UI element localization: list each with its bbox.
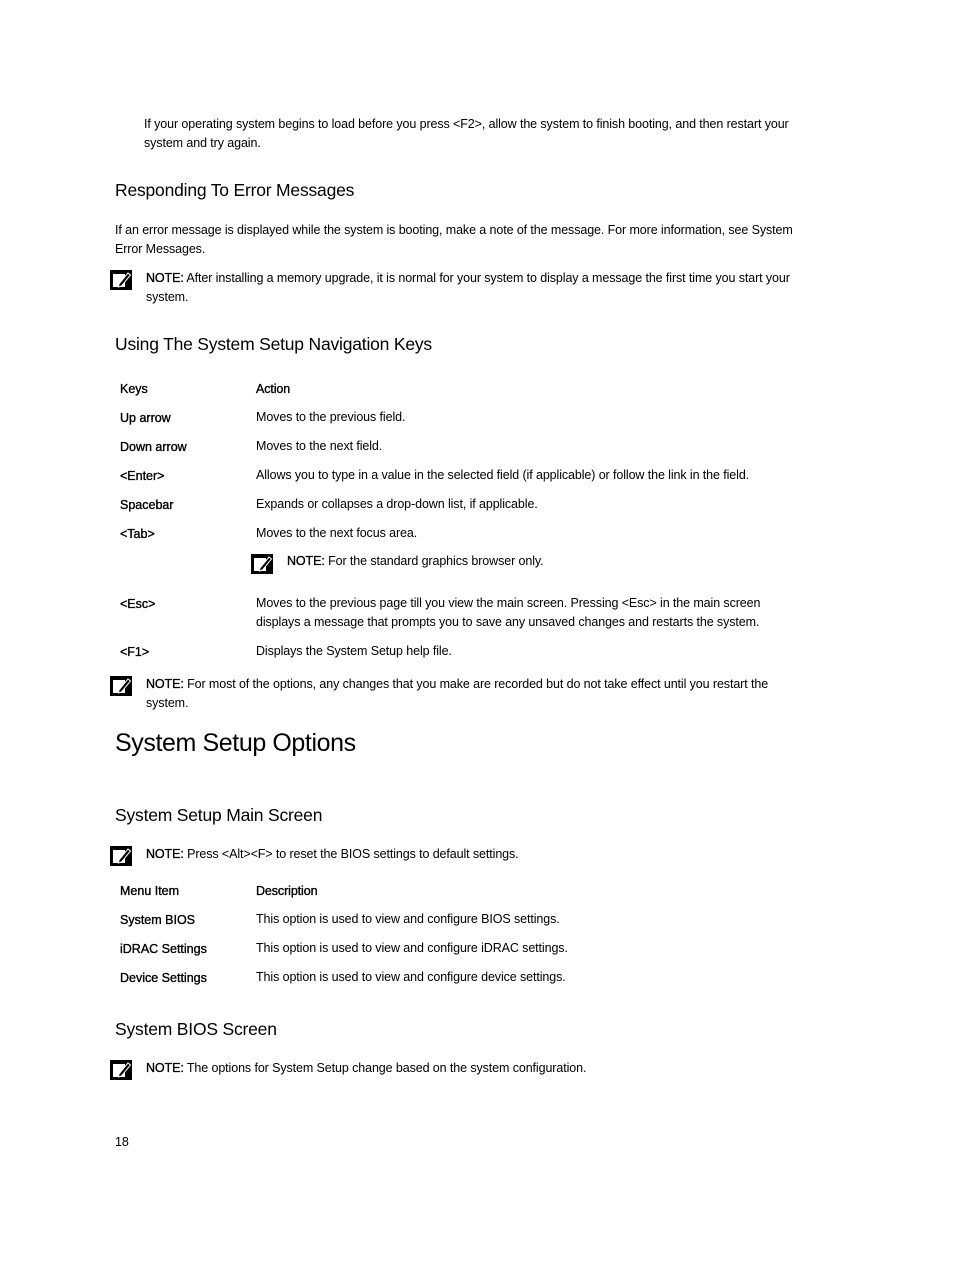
table-row-key: Spacebar — [120, 498, 174, 512]
table-row-description: This option is used to view and configure device settings. — [256, 970, 566, 984]
note-changes-restart — [146, 675, 811, 713]
table-header-keys: Keys — [120, 382, 148, 396]
table-row-key: <Enter> — [120, 469, 165, 483]
page-title: System Setup Options — [115, 729, 356, 757]
table-row-key: <Esc> — [120, 597, 156, 611]
section-heading-navigation-keys: Using The System Setup Navigation Keys — [115, 334, 432, 354]
note-pencil-icon — [110, 1060, 132, 1080]
table-header-description: Description — [256, 884, 318, 898]
table-row-item: System BIOS — [120, 913, 196, 927]
note-memory-upgrade — [146, 269, 811, 307]
section-heading-main-screen: System Setup Main Screen — [115, 805, 323, 825]
table-row-item: Device Settings — [120, 971, 207, 985]
note-label: NOTE: — [146, 271, 184, 285]
table-row-key: <F1> — [120, 645, 150, 659]
section-heading-bios-screen: System BIOS Screen — [115, 1019, 277, 1039]
note-pencil-icon — [110, 846, 132, 866]
table-row-action: Expands or collapses a drop-down list, if applicable. — [256, 497, 538, 511]
note-graphics-browser — [287, 552, 787, 571]
table-row-key: Up arrow — [120, 411, 171, 425]
note-text: After installing a memory upgrade, it is normal for your system to display a message the first time you start your system. — [146, 271, 790, 304]
note-label: NOTE: — [146, 1061, 184, 1075]
table-header-menu-item: Menu Item — [120, 884, 180, 898]
note-reset-bios — [146, 845, 811, 864]
table-row-item: iDRAC Settings — [120, 942, 207, 956]
section-heading-error-messages: Responding To Error Messages — [115, 180, 355, 200]
table-row-description: This option is used to view and configure iDRAC settings. — [256, 941, 568, 955]
note-text: The options for System Setup change based on the system configuration. — [183, 1061, 587, 1075]
note-pencil-icon — [251, 554, 273, 574]
table-row-key: Down arrow — [120, 440, 187, 454]
intro-paragraph: If your operating system begins to load before you press <F2>, allow the system to finish booting, and then restart your system and try again. — [144, 117, 789, 150]
table-header-action: Action — [256, 382, 291, 396]
note-text: Press <Alt><F> to reset the BIOS settings to default settings. — [183, 847, 519, 861]
note-label: NOTE: — [287, 554, 325, 568]
table-row-action: Displays the System Setup help file. — [256, 644, 452, 658]
table-row-description: This option is used to view and configure BIOS settings. — [256, 912, 560, 926]
note-pencil-icon — [110, 676, 132, 696]
note-system-configuration — [146, 1059, 811, 1078]
error-messages-paragraph: If an error message is displayed while the system is booting, make a note of the message. For more information, see System Error Messages. — [115, 223, 793, 256]
note-label: NOTE: — [146, 847, 184, 861]
table-row-action: Moves to the previous field. — [256, 410, 406, 424]
table-row-action: Allows you to type in a value in the selected field (if applicable) or follow the link in the field. — [256, 468, 750, 482]
table-row-key: <Tab> — [120, 527, 155, 541]
note-text: For the standard graphics browser only. — [324, 554, 544, 568]
note-label: NOTE: — [146, 677, 184, 691]
note-text: For most of the options, any changes that you make are recorded but do not take effect until you restart the system. — [146, 677, 769, 710]
table-row-action: Moves to the next focus area. — [256, 526, 418, 540]
table-row-action: Moves to the previous page till you view the main screen. Pressing <Esc> in the main screen displays a message that prompts you to save any unsaved changes and restarts the system. — [256, 596, 761, 629]
table-row-action: Moves to the next field. — [256, 439, 383, 453]
page-number: 18 — [115, 1135, 129, 1149]
note-pencil-icon — [110, 270, 132, 290]
